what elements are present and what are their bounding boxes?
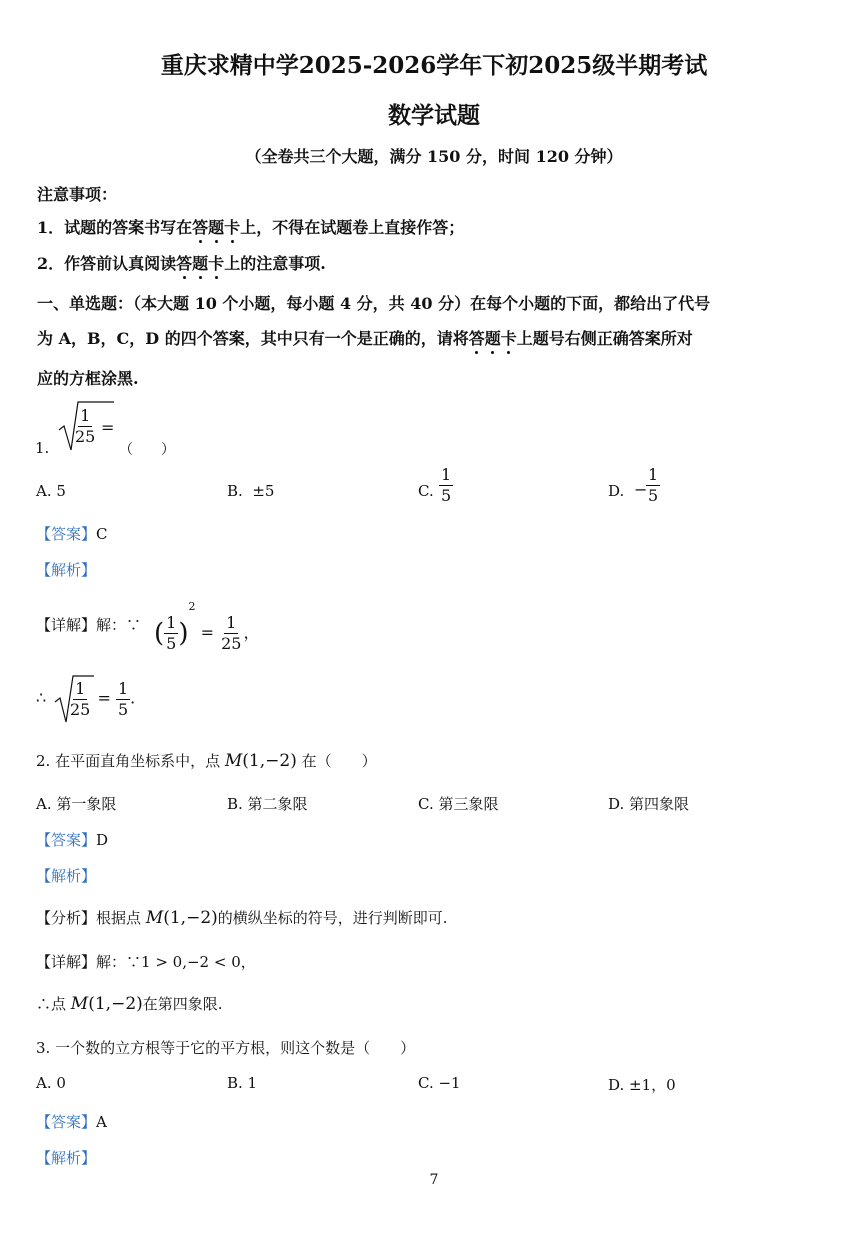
- q3-analysis-label: 【解析】: [36, 1149, 97, 1167]
- notice-item-2: 2．作答前认真阅读答题卡上的注意事项.: [37, 251, 326, 274]
- q1-sqrt-fraction: $\frac{1}{25}$: [75, 406, 96, 446]
- q2-option-c: C. 第三象限: [418, 795, 499, 813]
- q3-stem: 3. 一个数的立方根等于它的平方根，则这个数是（ ）: [36, 1039, 416, 1057]
- q1-detail: 【详解】解：∵: [36, 616, 142, 634]
- notice-heading: 注意事项：: [37, 185, 118, 204]
- exam-title: 重庆求精中学2025-2026学年下初2025级半期考试: [160, 52, 708, 79]
- q2-analysis-label: 【解析】: [36, 867, 97, 885]
- q1-therefore-fraction: $\frac{1}{25}$ = $\frac{1}{5}$ .: [70, 679, 136, 719]
- q1-answer: 【答案】C: [36, 525, 108, 543]
- q2-option-d: D. 第四象限: [608, 795, 690, 813]
- q2-answer: 【答案】D: [36, 831, 109, 849]
- q1-detail-power: ( $\frac{1}{5}$ )$^2$ = $\frac{1}{25}$ ，: [154, 600, 260, 653]
- q1-option-d-label: D.: [608, 482, 625, 500]
- q2-detail: 【详解】解：∵1 > 0,−2 < 0，: [36, 953, 256, 971]
- q1-option-c-fraction: $\frac{1}{5}$: [441, 465, 452, 505]
- section-line-3: 应的方框涂黑.: [37, 369, 139, 388]
- page-number: 7: [429, 1172, 439, 1188]
- section-line-2: 为 A，B，C，D 的四个答案，其中只有一个是正确的，请将答题卡上题号右侧正确答案所对: [37, 326, 693, 349]
- q1-option-d-sign: −: [634, 480, 648, 499]
- q1-blank: （ ）: [119, 442, 175, 458]
- q1-analysis-label: 【解析】: [36, 561, 97, 579]
- q2-fenxi: 【分析】根据点 M(1,−2)的横纵坐标的符号，进行判断即可.: [36, 908, 448, 928]
- q2-conclusion: ∴点 M(1,−2)在第四象限.: [36, 994, 223, 1014]
- q1-option-a: A. 5: [36, 482, 66, 500]
- q3-option-b: B. 1: [227, 1074, 258, 1092]
- q1-therefore: ∴: [36, 688, 47, 707]
- section-line-1: 一、单选题：（本大题 10 个小题，每小题 4 分，共 40 分）在每个小题的下面，都给出了代号: [37, 294, 711, 313]
- exam-note: （全卷共三个大题，满分 150 分，时间 120 分钟）: [245, 147, 623, 166]
- notice-item-1: 1．试题的答案书写在答题卡上，不得在试题卷上直接作答；: [37, 215, 464, 238]
- q1-option-d-fraction: $\frac{1}{5}$: [648, 465, 659, 505]
- q2-stem: 2. 在平面直角坐标系中，点 M(1,−2) 在（ ）: [36, 751, 377, 771]
- q2-option-b: B. 第二象限: [227, 795, 308, 813]
- exam-subtitle: 数学试题: [388, 102, 480, 129]
- q2-option-a: A. 第一象限: [36, 795, 117, 813]
- q3-option-c: C. −1: [418, 1074, 461, 1092]
- q1-number: 1.: [35, 439, 50, 457]
- q3-option-d: D. ±1，0: [608, 1076, 676, 1094]
- q1-option-c-label: C.: [418, 482, 434, 500]
- q3-option-a: A. 0: [36, 1074, 66, 1092]
- q1-option-b: B. ±5: [227, 482, 275, 500]
- q3-answer: 【答案】A: [36, 1113, 107, 1131]
- q1-equals: =: [101, 418, 115, 437]
